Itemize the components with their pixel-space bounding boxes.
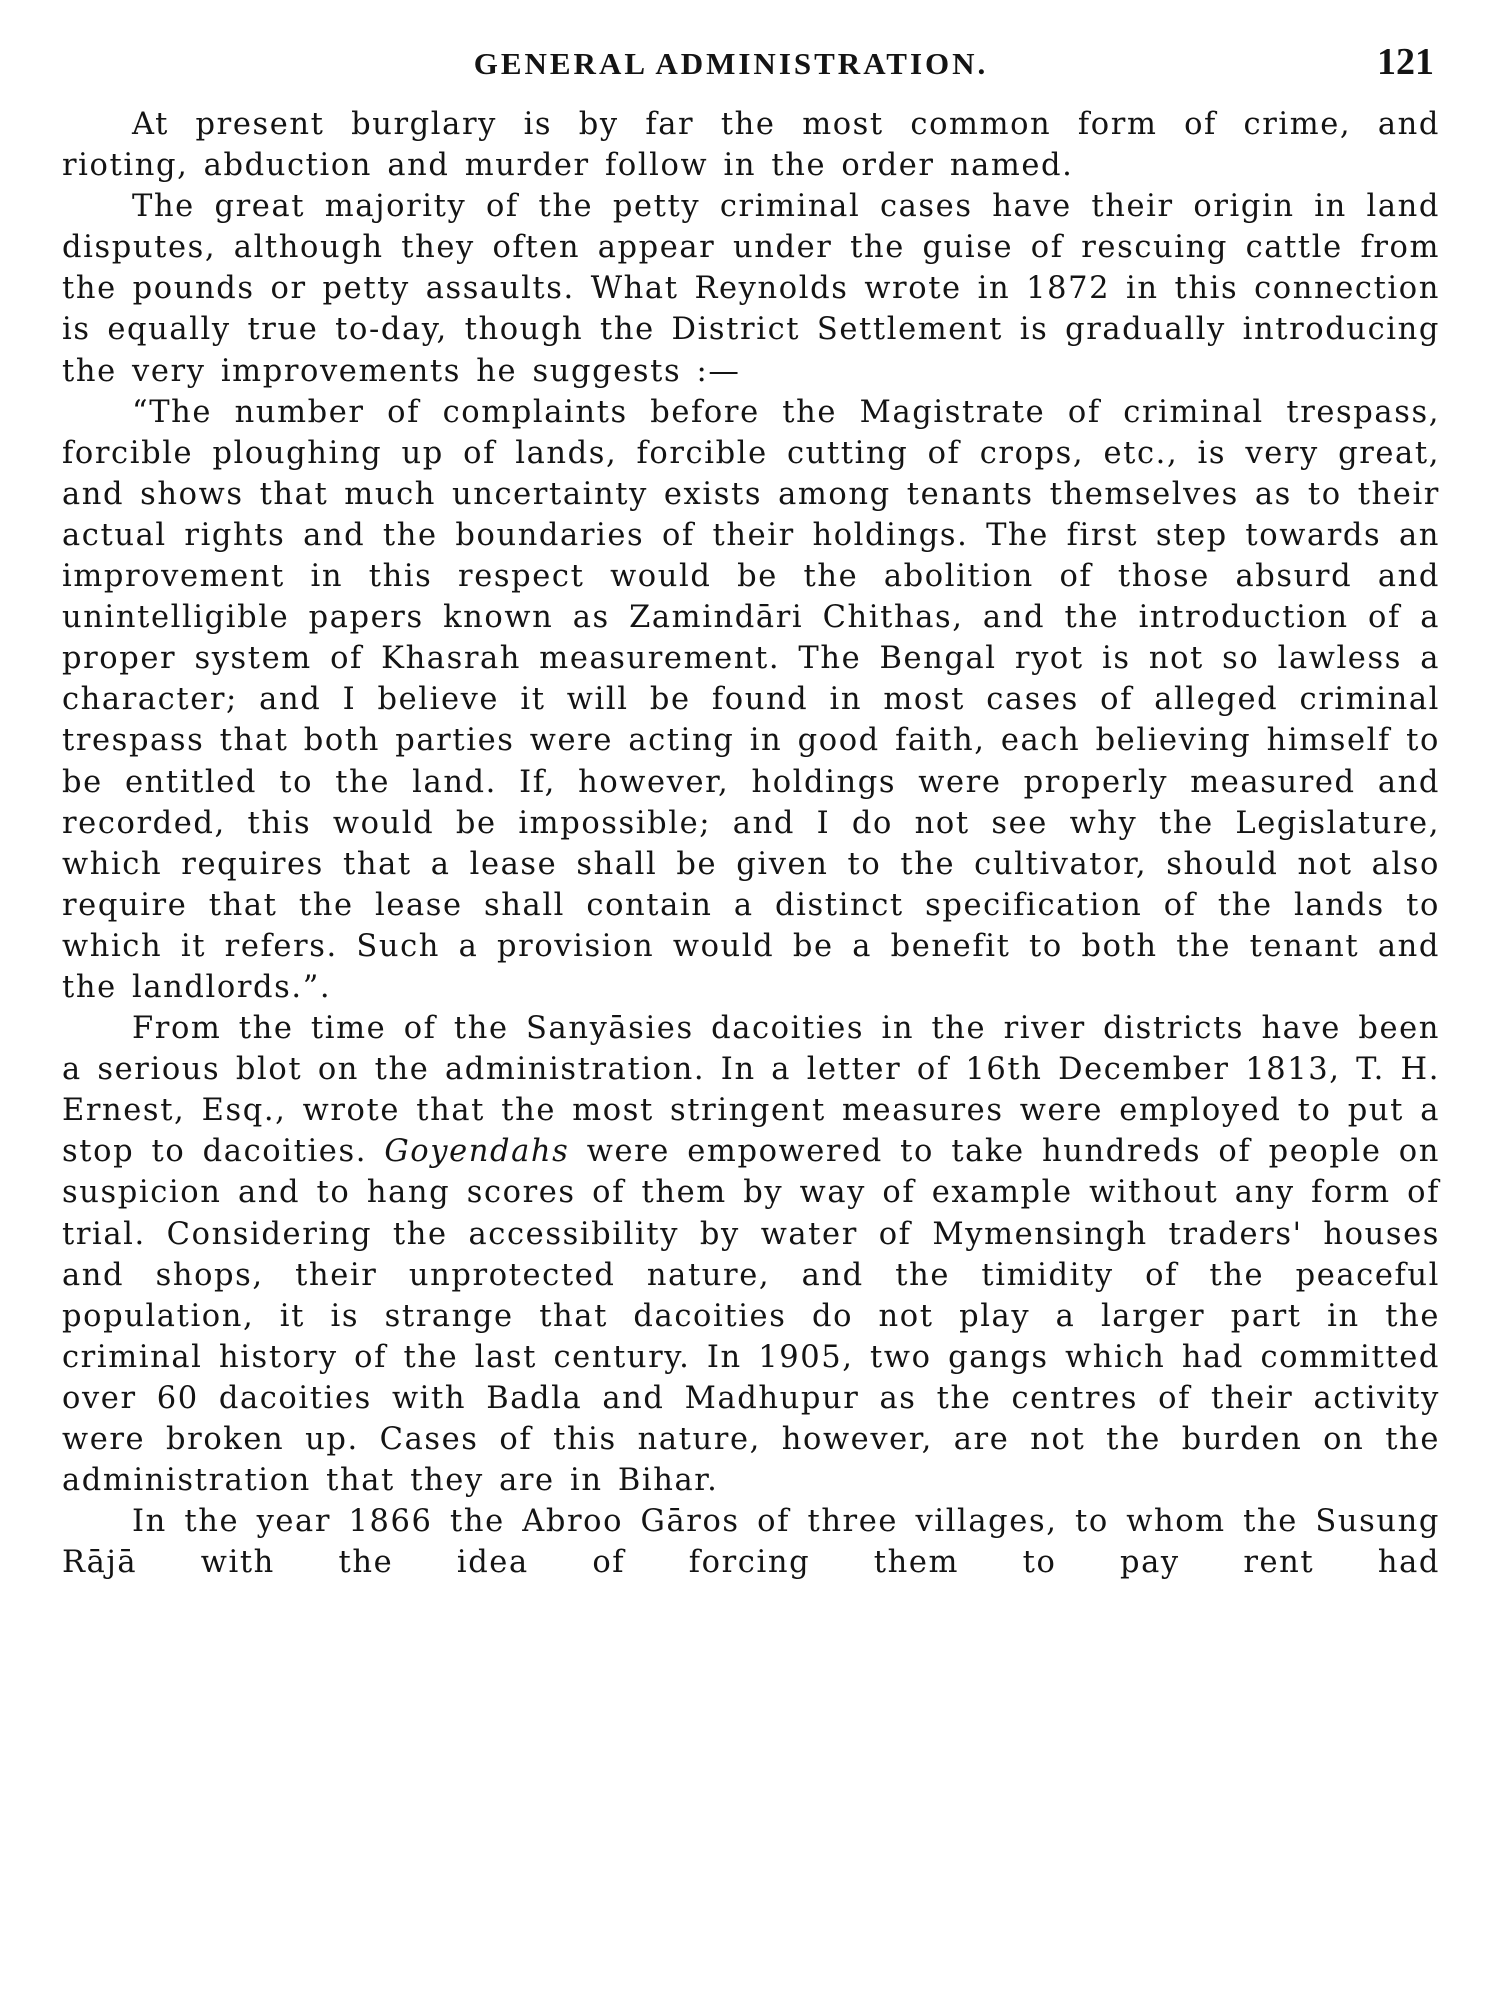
book-page [62, 38, 1440, 1968]
dacoities-text-end: were empowered to take hundreds of people on suspicion and to hang scores of them by way of example without any form of trial. Considering the accessibility by water of Mymensingh traders' houses and shops, their unprotected nature, and the timidity of the peaceful population, it is strange that dacoities do not play a larger part in the criminal history of the last century. In 1905, two gangs which had committed over 60 dacoities with Badla and Madhupur as the centres of their activity were broken up. Cases of this nature, however, are not the burden on the administration that they are in Bihar. [62, 1134, 1441, 1499]
chapter-title: GENERAL ADMINISTRATION. [473, 46, 989, 81]
paragraph-land-disputes: The great majority of the petty criminal cases have their origin in land disputes, although they often appear under the guise of rescuing cattle from the pounds or petty assaults. What Reynolds wrote in 1872 in this connection is equally true to-day, though the District Settlement is gradually introducing the very improvements he suggests :— [62, 189, 1440, 389]
page-number: 121 [1377, 41, 1434, 83]
paragraph-abroo-garos: In the year 1866 the Abroo Gāros of three villages, to whom the Susung Rājā with the idea of forcing them to pay rent had [62, 1504, 1440, 1581]
goyendahs-term: Goyendahs [384, 1134, 570, 1170]
running-head [62, 38, 1440, 90]
paragraph-crime-types: At present burglary is by far the most common form of crime, and rioting, abduction and murder follow in the order named. [62, 107, 1440, 184]
body-text [62, 104, 1440, 1583]
paragraph-reynolds-quote: “The number of complaints before the Magistrate of criminal trespass, forcible ploughing up of lands, forcible cutting of crops, etc., is very great, and shows that much uncertainty exists among tenants themselves as to their actual rights and the boundaries of their holdings. The first step towards an improvement in this respect would be the abolition of those absurd and unintelligible papers known as Zamindāri Chithas, and the introduction of a proper system of Khasrah measurement. The Bengal ryot is not so lawless a character; and I believe it will be found in most cases of alleged criminal trespass that both parties were acting in good faith, each believing himself to be entitled to the land. If, however, holdings were properly measured and recorded, this would be impossible; and I do not see why the Legislature, which requires that a lease shall be given to the cultivator, should not also require that the lease shall contain a distinct specification of the lands to which it refers. Such a provision would be a benefit to both the tenant and the landlords.”. [62, 394, 1440, 1005]
paragraph-dacoities [62, 1008, 1440, 1501]
dacoities-text-start: From the time of the Sanyāsies dacoities in the river districts have been a serious blot on the administration. In a letter of 16th December 1813, T. H. Ernest, Esq., wrote that the most stringent measures were employed to put a stop to dacoities. [62, 1011, 1440, 1170]
